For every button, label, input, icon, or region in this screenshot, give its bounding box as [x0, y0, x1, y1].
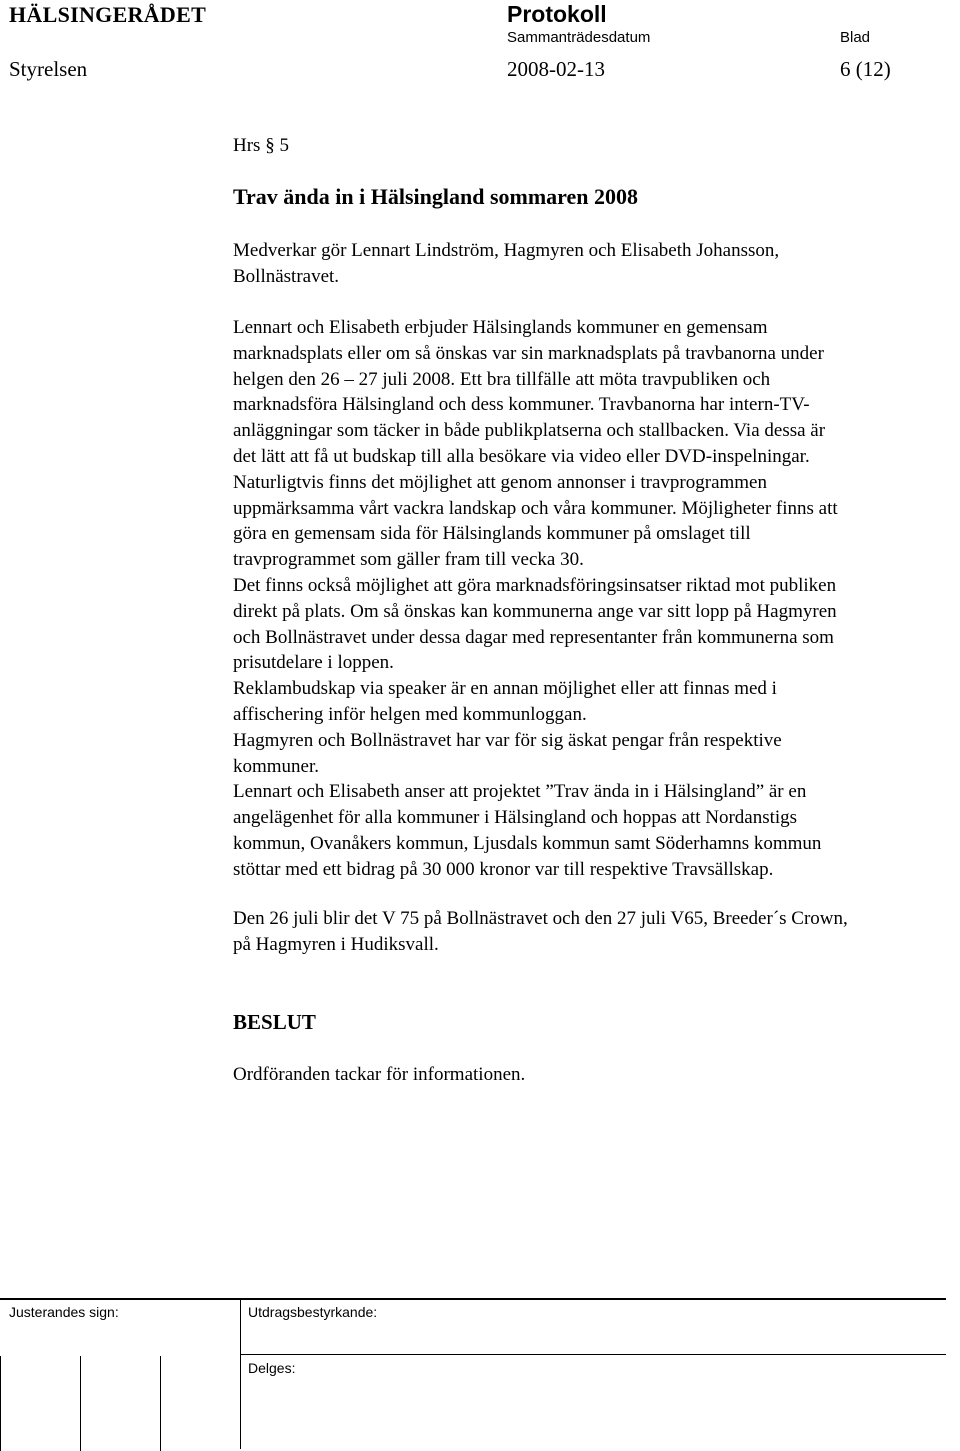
- page-number: 6 (12): [840, 57, 891, 81]
- text-line: kommun, Ovanåkers kommun, Ljusdals kommun samt Söderhamns kommun: [233, 832, 822, 854]
- decision-heading: BESLUT: [233, 1010, 316, 1034]
- footer-top-rule: [0, 1298, 946, 1300]
- document-type: Protokoll: [507, 1, 607, 27]
- section-title: Trav ända in i Hälsingland sommaren 2008: [233, 184, 639, 209]
- text-line: travprogrammet som gäller fram till vecka 30.: [233, 549, 584, 571]
- text-line: anläggningar som täcker in både publikplatserna och stallbacken. Via dessa är: [233, 420, 826, 442]
- text-line: uppmärksamma vårt vackra landskap och våra kommuner. Möjligheter finns att: [233, 497, 838, 519]
- issued-to-label: Delges:: [248, 1360, 296, 1376]
- text-line: helgen den 26 – 27 juli 2008. Ett bra tillfälle att möta travpubliken och: [233, 368, 771, 390]
- main-paragraph: [233, 315, 955, 883]
- attendees-line: Bollnästravet.: [233, 265, 340, 287]
- race-paragraph: [233, 906, 955, 958]
- text-line: Hagmyren och Bollnästravet har var för sig äskat pengar från respektive: [233, 729, 782, 751]
- footer-divider-vertical: [240, 1298, 241, 1449]
- decision-text: Ordföranden tackar för informationen.: [233, 1064, 526, 1085]
- text-line: göra en gemensam sida för Hälsinglands kommuner på omslaget till: [233, 523, 751, 545]
- text-line: och Bollnästravet under dessa dagar med representanter från kommunerna som: [233, 626, 834, 648]
- signature-box-line: [80, 1356, 81, 1451]
- body-name: Styrelsen: [9, 57, 88, 81]
- text-line: prisutdelare i loppen.: [233, 652, 394, 674]
- certification-label: Utdragsbestyrkande:: [248, 1304, 378, 1320]
- adjusters-sign-label: Justerandes sign:: [9, 1304, 119, 1320]
- text-line: på Hagmyren i Hudiksvall.: [233, 933, 439, 955]
- text-line: Lennart och Elisabeth erbjuder Hälsinglands kommuner en gemensam: [233, 317, 768, 338]
- text-line: affischering inför helgen med kommunloggan.: [233, 703, 587, 725]
- text-line: stöttar med ett bidrag på 30 000 kronor var till respektive Travsällskap.: [233, 858, 774, 880]
- signature-box-line: [160, 1356, 161, 1451]
- text-line: marknadsplats eller om så önskas var sin marknadsplats på travbanorna under: [233, 342, 824, 364]
- text-line: Naturligtvis finns det möjlighet att genom annonser i travprogrammen: [233, 471, 767, 493]
- text-line: marknadsföra Hälsingland och dess kommuner. Travbanorna har intern-TV-: [233, 394, 810, 416]
- text-line: Det finns också möjlighet att göra marknadsföringsinsatser riktad mot publiken: [233, 574, 837, 596]
- text-line: Reklambudskap via speaker är en annan möjlighet eller att finnas med i: [233, 678, 777, 700]
- organization-name: HÄLSINGERÅDET: [9, 2, 207, 27]
- text-line: kommuner.: [233, 755, 320, 777]
- page-label: Blad: [840, 29, 871, 46]
- text-line: Lennart och Elisabeth anser att projektet ”Trav ända in i Hälsingland” är en: [233, 781, 807, 803]
- meeting-date-label: Sammanträdesdatum: [507, 29, 651, 46]
- section-number: Hrs § 5: [233, 135, 289, 156]
- attendees: [233, 238, 955, 290]
- text-line: angelägenhet för alla kommuner i Hälsingland och hoppas att Nordanstigs: [233, 807, 798, 829]
- attendees-line: Medverkar gör Lennart Lindström, Hagmyren och Elisabeth Johansson,: [233, 240, 780, 261]
- signature-box-line: [0, 1356, 1, 1451]
- footer-mid-rule: [240, 1354, 946, 1355]
- text-line: det lätt att få ut budskap till alla besökare via video eller DVD-inspelningar.: [233, 445, 810, 467]
- text-line: Den 26 juli blir det V 75 på Bollnästravet och den 27 juli V65, Breeder´s Crown,: [233, 908, 848, 929]
- meeting-date: 2008-02-13: [507, 57, 605, 81]
- text-line: direkt på plats. Om så önskas kan kommunerna ange var sitt lopp på Hagmyren: [233, 600, 837, 622]
